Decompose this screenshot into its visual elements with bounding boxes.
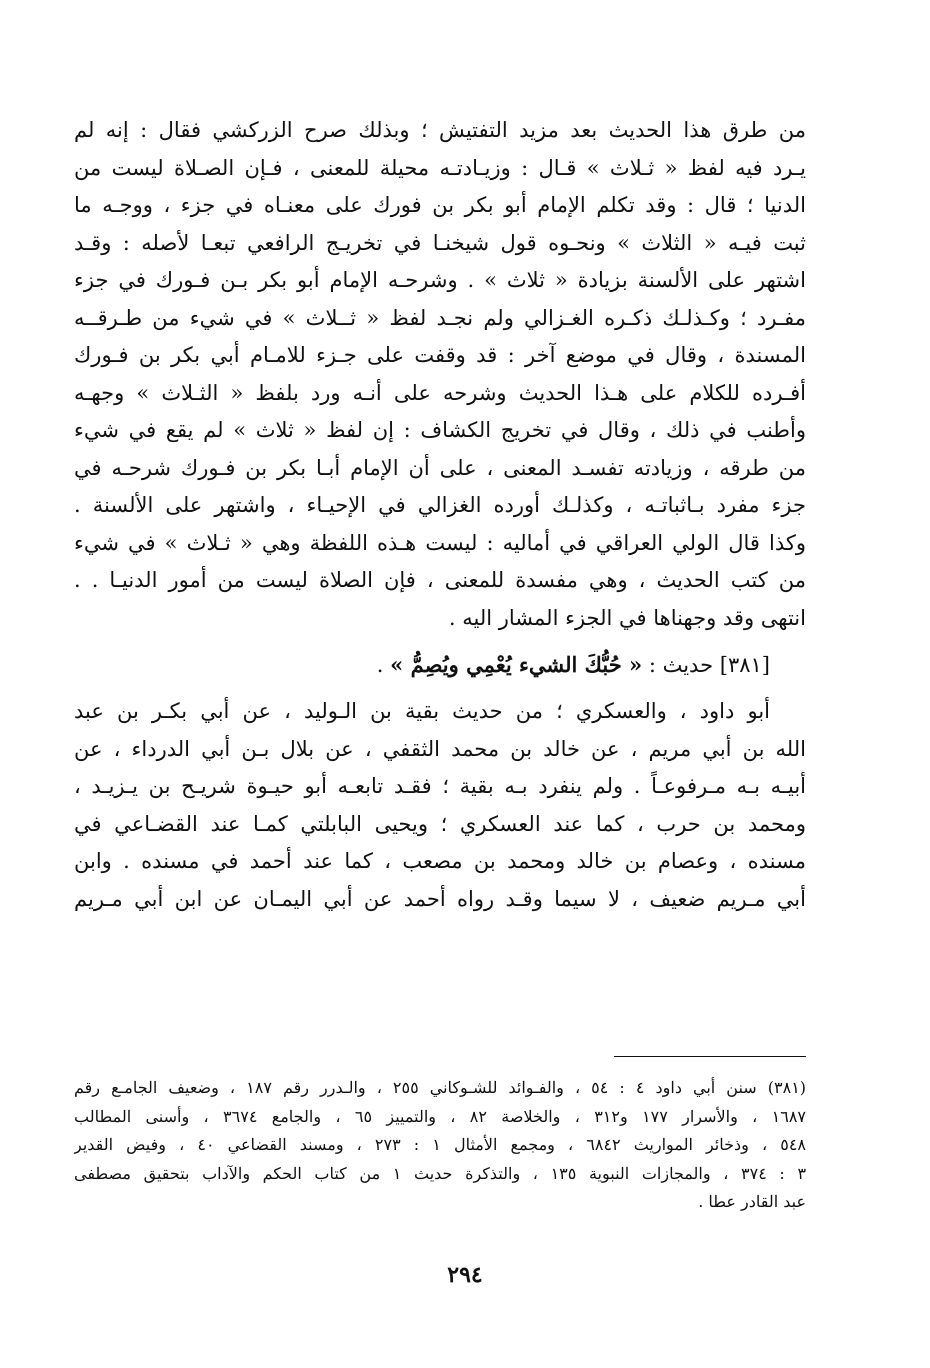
paragraph-1 [74,112,806,637]
text-line: جزء مفرد بـاثباتـه ، وكذلـك أورده الغزالي في الإحيـاء ، واشتهر على الألسنة . [74,493,806,517]
text-line: اشتهر على الألسنة بزيادة « ثلاث » . وشرحـه الإمام أبو بكر بـن فـورك في جزء [74,268,806,292]
footnotes [74,1074,806,1217]
footnote-line: (٣٨١) سنن أبي داود ٤ : ٥٤ ، والفـوائد للشـوكاني ٢٥٥ ، والـدرر رقم ١٨٧ ، وضعيف الجامـع رقم [74,1078,806,1097]
text-line: مفـرد ؛ وكـذلـك ذكـره الغـزالي ولم نجـد لفظ « ثــلاث » في شيء من طـرقــه [74,305,806,330]
text-line: الدنيا ؛ قال : وقد تكلم الإمام أبو بكر بن فورك على معنـاه في جزء ، ووجـه ما [74,193,806,217]
text-line: من طرقه ، وزيادته تفسـد المعنى ، على أن الإمام أبـا بكر بن فـورك شرحـه في [74,455,806,480]
text-line: انتهى وقد وجهناها في الجزء المشار اليه . [448,605,806,630]
hadith-heading [74,645,806,685]
text-line: المسندة ، وقال في موضع آخر : قد وقفت على جـزء للامـام أبي بكر بن فـورك [74,343,806,367]
text-line: أفـرده للكلام على هـذا الحديث وشرحه على أنـه ورد بلفظ « الثـلاث » وجهـه [74,380,806,405]
text-line: وكذا قال الولي العراقي في أماليه : ليست هـذه اللفظة وهي « ثـلاث » في شيء [74,530,806,555]
text-line: ثبت فيـه « الثلاث » ونحـوه قول شيخنـا في تخريـج الرافعي تبعـا لأصله : وقـد [74,230,806,255]
text-line: يـرد فيه لفظ « ثـلاث » قـال : وزيـادتـه محيلة للمعنى ، فـإن الصـلاة ليست من [74,155,806,180]
hadith-label: حديث : [648,653,714,677]
hadith-end: . [376,653,384,677]
text-line: أبي مـريم ضعيف ، لا سيما وقـد رواه أحمد عن أبي اليمـان عن ابن أبي مـريم [74,886,806,911]
hadith-number: [٣٨١] [719,653,770,677]
footnote-line: ١٦٨٧ ، والأسرار ١٧٧ و٣١٢ ، والخلاصة ٨٢ ، والتمييز ٦٥ ، والجامع ٣٦٧٤ ، وأسنى المطالب [74,1106,806,1126]
text-line: أبو داود ، والعسكري ؛ من حديث بقية بن الـوليد ، عن أبي بكـر بن عبد [74,699,770,723]
text-line: أبيـه بـه مـرفوعـاً . ولم ينفرد بـه بقية ؛ فقـد تابعـه أبو حيـوة شريـح بن يـزيـد ، [74,774,806,798]
footnote-line: ٥٤٨ ، وذخائر المواريث ٦٨٤٢ ، ومجمع الأمثال ١ : ٢٧٣ ، ومسند القضاعي ٤٠ ، وفيض القدير [74,1135,806,1154]
footnote-separator [614,1056,806,1057]
footnote-line: عبد القادر عطا . [698,1192,806,1211]
footnote-line: ٣ : ٣٧٤ ، والمجازات النبوية ١٣٥ ، والتذكرة حديث ١ من كتاب الحكم والآداب بتحقيق مصطفى [74,1163,806,1183]
text-line: من طرق هذا الحديث بعد مزيد التفتيش ؛ وبذلك صرح الزركشي فقال : إنه لم [74,118,806,142]
paragraph-2 [74,693,806,918]
text-line: من كتب الحديث ، وهي مفسدة للمعنى ، فإن الصلاة ليست من أمور الدنيـا . . [74,568,806,592]
text-line: الله بن أبي مريم ، عن خالد بن محمد الثقفي ، عن بلال بـن أبي الدرداء ، عن [74,736,806,761]
main-text [74,112,806,918]
text-line: مسنده ، وعصام بن خالد ومحمد بن مصعب ، كما عند أحمد في مسنده . وابن [74,849,806,873]
text-line: ومحمد بن حرب ، كما عند العسكري ؛ ويحيى البابلتي كمـا عند القضـاعي في [74,811,806,836]
page-number: ٢٩٤ [447,1262,483,1288]
text-line: وأطنب في ذلك ، وقال في تخريج الكشاف : إن لفظ « ثلاث » لم يقع في شيء [74,418,806,442]
hadith-text: « حُبُّكَ الشيء يُعْمِي ويُصِمُّ » [390,652,643,677]
